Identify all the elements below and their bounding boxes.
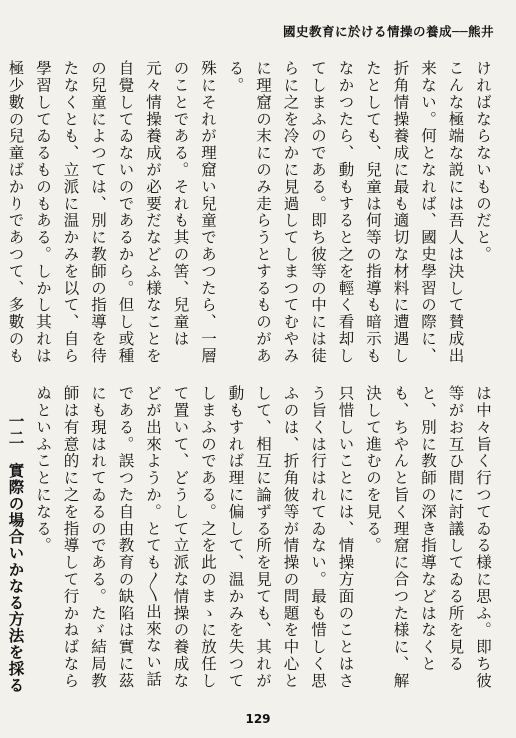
- paragraph: 只惜しいことには、情操方面のことはさう旨くは行はれてゐない。最も惜しく思ふのは、折角彼等が情操の問題を中心として、相互に論ずる所を見ても、其れが動もすれば理に偏して、温かみを失つてしまふのである。之を此のまゝに放任して置いて、どうして立派な情操の養成などが出來ようか。とても〳〵出來ない話である。誤つた自由教育の缺陷は實に茲にも現はれてゐるのである。たゞ結局教師は有意的に之を指導して行かねばならぬといふことになる。: [34, 385, 355, 690]
- lower-text-block: [6, 385, 496, 701]
- upper-text-block: [6, 60, 496, 375]
- running-header-text: 國史教育に於ける情操の養成──熊井: [282, 24, 494, 39]
- running-header: [22, 22, 494, 40]
- paragraph: は中々旨く行つてゐる様に思ふ。即ち彼等がお互ひ間に討議してゐる所を見ると、別に教師の深き指導などはなくとも、ちやんと旨く理窟に合つた様に、解決して進むのを見る。: [364, 385, 492, 690]
- paragraph: ければならないものだと。: [474, 60, 492, 263]
- paragraph: こんな極端な説には吾人は決して賛成出来ない。何となれば、國史學習の際に、折角情操養成に最も適切な材料に遭遇したとしても、兒童は何等の指導も暗示もなかつたら、動もすると之を輕く看却してしまふのである。即ち彼等の中には徒らに之を冷かに見過してしまつてむやみに理窟の末にのみ走らうとするものがある。: [226, 60, 465, 365]
- paragraph: 殊にそれが理窟い兒童であつたら、一層のことである。それも其の筈、兒童は元々情操養成が必要だなどふ様なことを自覺してゐないのであるから。但し或種の兒童によつては、別に教師の指導を待たなくとも、立派に温かみを以て、自ら學習してゐるものもある。しかし其れは極少數の兒童ばかりであつて、多數のも: [6, 60, 217, 365]
- section-heading: 一二 實際の場合いかなる方法を採る: [6, 413, 25, 694]
- page-number: 129: [245, 712, 271, 726]
